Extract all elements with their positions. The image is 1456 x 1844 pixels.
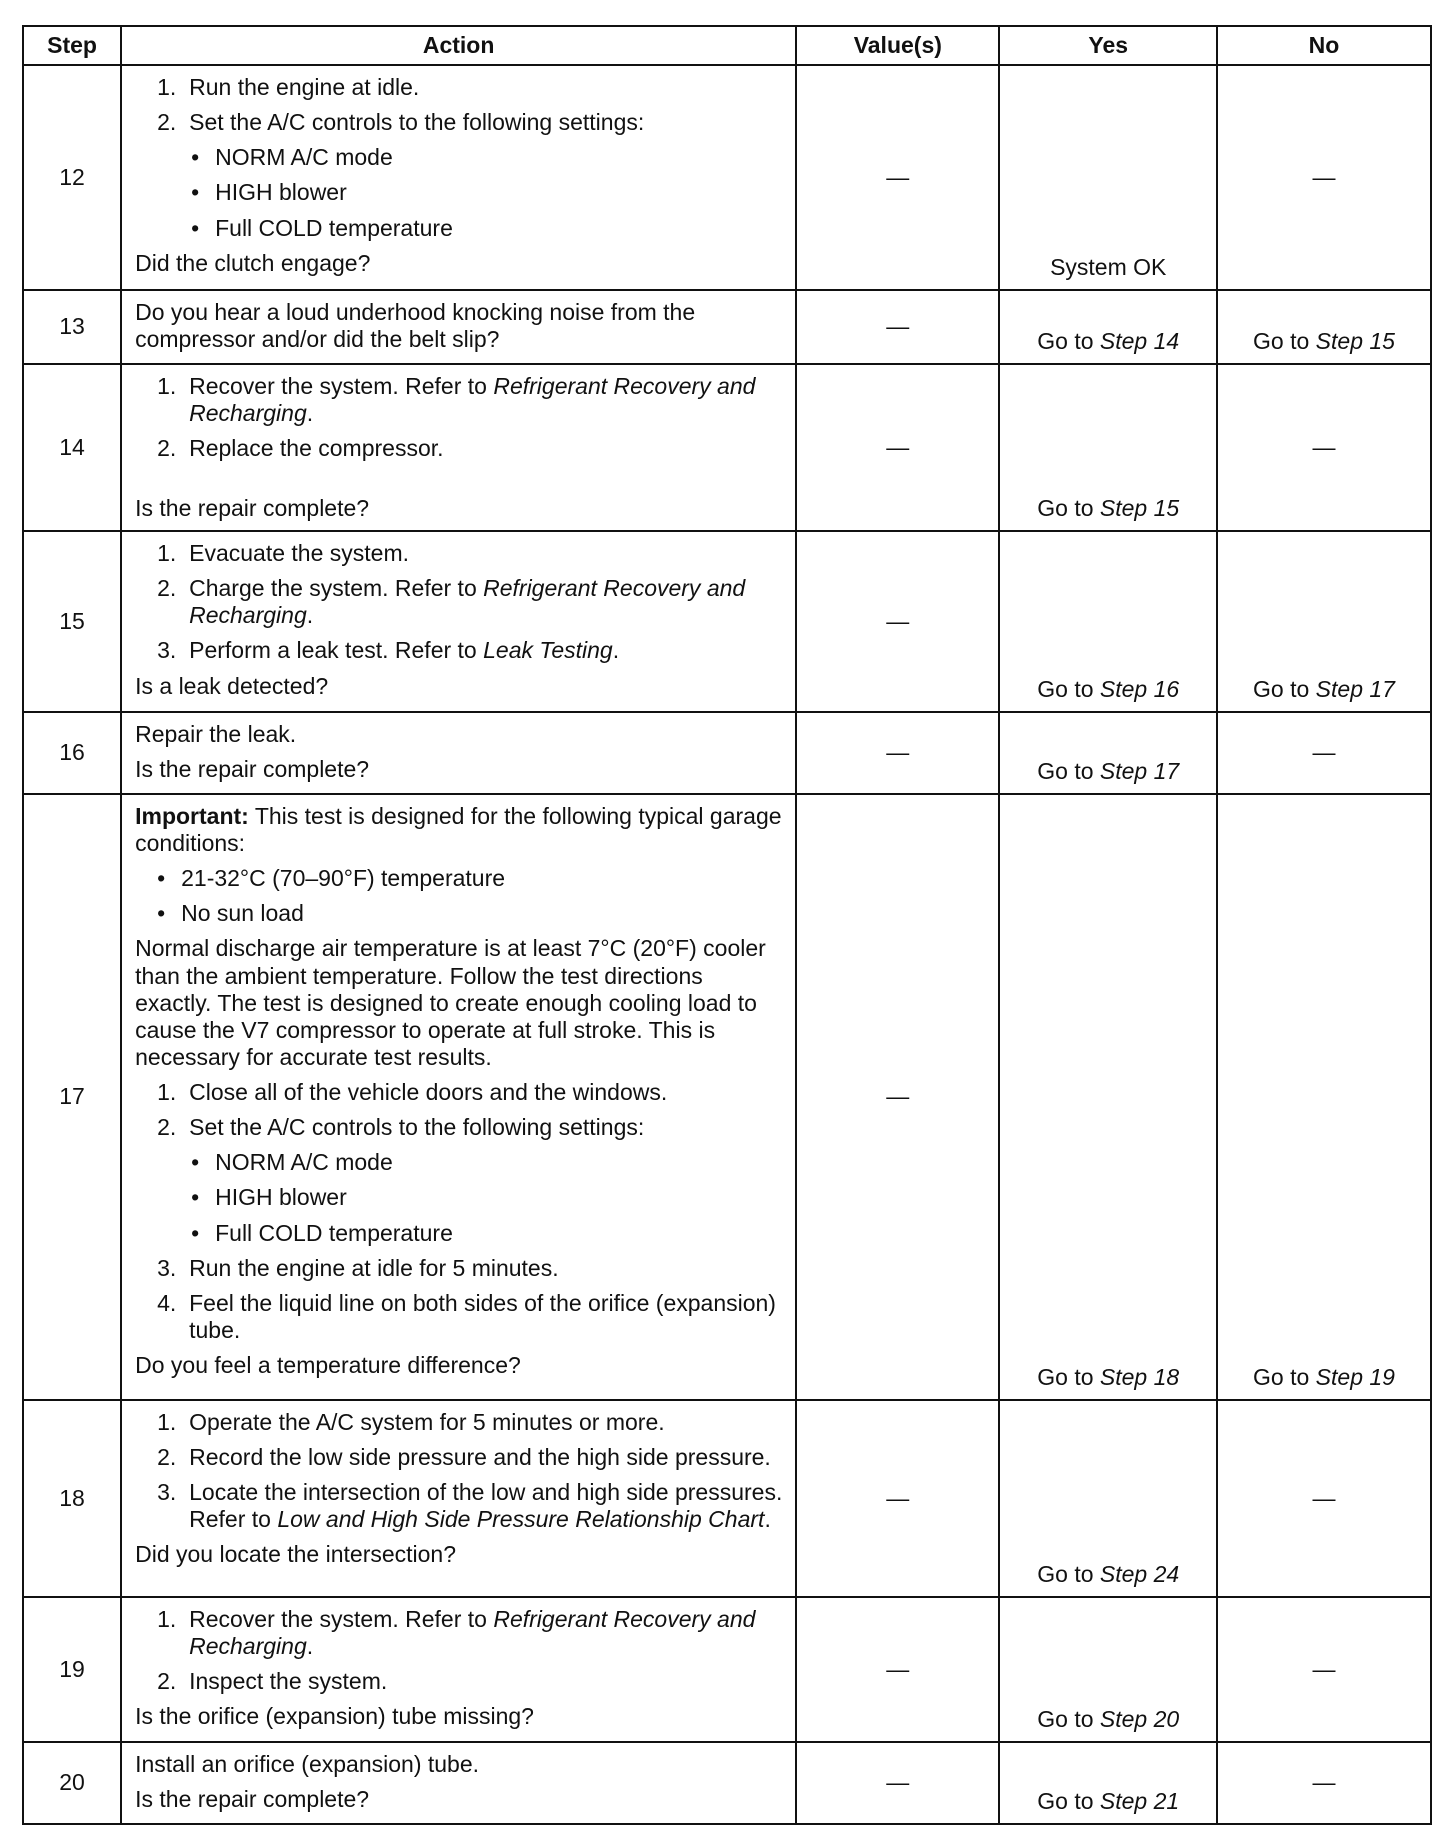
table-row	[23, 1742, 1431, 1824]
value-cell: —	[796, 290, 999, 364]
action-cell	[121, 290, 796, 364]
table-row	[23, 1597, 1431, 1742]
diagnostic-table	[22, 25, 1432, 1825]
value-cell: —	[796, 65, 999, 290]
doc-link: Refrigerant Recovery and Recharging	[189, 1605, 756, 1659]
no-cell: —	[1217, 65, 1431, 290]
value-cell: —	[796, 1400, 999, 1597]
no-cell: Go to Step 19	[1217, 794, 1431, 1400]
value-cell: —	[796, 531, 999, 712]
value-cell: —	[796, 1597, 999, 1742]
yes-cell: Go to Step 16	[999, 531, 1217, 712]
yes-cell: Go to Step 20	[999, 1597, 1217, 1742]
question: Is the repair complete?	[135, 494, 370, 521]
question: Do you feel a temperature difference?	[135, 1352, 521, 1379]
doc-link: Refrigerant Recovery and Recharging	[189, 575, 746, 629]
header-no: No	[1217, 26, 1431, 65]
step-number: 12	[23, 65, 121, 290]
question: Is the orifice (expansion) tube missing?	[135, 1703, 534, 1730]
header-yes: Yes	[999, 26, 1217, 65]
no-cell: —	[1217, 1400, 1431, 1597]
action-cell: 1. Recover the system. Refer to Refrigerant Recovery and Recharging. 2. Replace the compressor. Is the repair complete?	[121, 364, 796, 531]
table-row	[23, 531, 1431, 712]
step-number: 16	[23, 712, 121, 794]
doc-link: Low and High Side Pressure Relationship Chart	[277, 1506, 765, 1533]
table-row	[23, 712, 1431, 794]
value-cell: —	[796, 712, 999, 794]
no-cell: —	[1217, 364, 1431, 531]
table-row	[23, 364, 1431, 531]
table-row	[23, 290, 1431, 364]
no-cell: —	[1217, 1742, 1431, 1824]
action-cell: 1. Run the engine at idle. 2. Set the A/C controls to the following settings: • NORM A/C mode • HIGH blower • Full COLD temperature Did the clutch engage?	[121, 65, 796, 290]
important-label: Important:	[135, 802, 249, 829]
table-row	[23, 1400, 1431, 1597]
yes-cell: Go to Step 21	[999, 1742, 1217, 1824]
value-cell: —	[796, 1742, 999, 1824]
table-row	[23, 794, 1431, 1400]
action-cell: 1. Evacuate the system. 2. Charge the system. Refer to Refrigerant Recovery and Recharging. 3. Perform a leak test. Refer to Leak Testing. Is a leak detected?	[121, 531, 796, 712]
yes-cell: System OK	[999, 65, 1217, 290]
question: Do you hear a loud underhood knocking noise from the compressor and/or did the belt slip?	[135, 299, 696, 353]
step-number: 14	[23, 364, 121, 531]
action-cell: Install an orifice (expansion) tube. Is the repair complete?	[121, 1742, 796, 1824]
header-step: Step	[23, 26, 121, 65]
action-cell: 1. Operate the A/C system for 5 minutes or more. 2. Record the low side pressure and the high side pressure. 3. Locate the intersection of the low and high side pressures. Refer to Low and High Side Pressure Relationship Chart. Did you locate the intersection?	[121, 1400, 796, 1597]
step-number: 17	[23, 794, 121, 1400]
value-cell: —	[796, 364, 999, 531]
doc-link: Leak Testing	[483, 637, 613, 664]
no-cell: Go to Step 15	[1217, 290, 1431, 364]
no-cell: —	[1217, 712, 1431, 794]
step-number: 13	[23, 290, 121, 364]
yes-cell: Go to Step 18	[999, 794, 1217, 1400]
action-cell: Repair the leak. Is the repair complete?	[121, 712, 796, 794]
doc-link: Refrigerant Recovery and Recharging	[189, 372, 756, 426]
step-number: 18	[23, 1400, 121, 1597]
question: Is the repair complete?	[135, 756, 370, 783]
step-number: 15	[23, 531, 121, 712]
yes-cell: Go to Step 15	[999, 364, 1217, 531]
action-cell: Important: This test is designed for the following typical garage conditions: • 21-32°C (70–90°F) temperature • No sun load Normal discharge air temperature is at least 7°C (20°F) cooler than the ambient temperature. Follow the test directions exactly. The test is designed to create enough cooling load to cause the V7 compressor to operate at full stroke. This is necessary for accurate test results. 1. Close all of the vehicle doors and the windows. 2. Set the A/C controls to the following settings: • NORM A/C mode • HIGH blower • Full COLD temperature 3. Run the engine at idle for 5 minutes. 4. Feel the liquid line on both sides of the orifice (expansion) tube. Do you feel a temperature difference?	[121, 794, 796, 1400]
step-number: 20	[23, 1742, 121, 1824]
action-cell: 1. Recover the system. Refer to Refrigerant Recovery and Recharging. 2. Inspect the system. Is the orifice (expansion) tube missing?	[121, 1597, 796, 1742]
header-row	[23, 26, 1431, 65]
header-action: Action	[121, 26, 796, 65]
question: Is a leak detected?	[135, 672, 329, 699]
question: Did you locate the intersection?	[135, 1541, 457, 1568]
step-number: 19	[23, 1597, 121, 1742]
yes-cell: Go to Step 14	[999, 290, 1217, 364]
value-cell: —	[796, 794, 999, 1400]
question: Did the clutch engage?	[135, 249, 371, 276]
table-row	[23, 65, 1431, 290]
yes-cell: Go to Step 17	[999, 712, 1217, 794]
header-values: Value(s)	[796, 26, 999, 65]
no-cell: Go to Step 17	[1217, 531, 1431, 712]
no-cell: —	[1217, 1597, 1431, 1742]
question: Is the repair complete?	[135, 1786, 370, 1813]
yes-cell: Go to Step 24	[999, 1400, 1217, 1597]
